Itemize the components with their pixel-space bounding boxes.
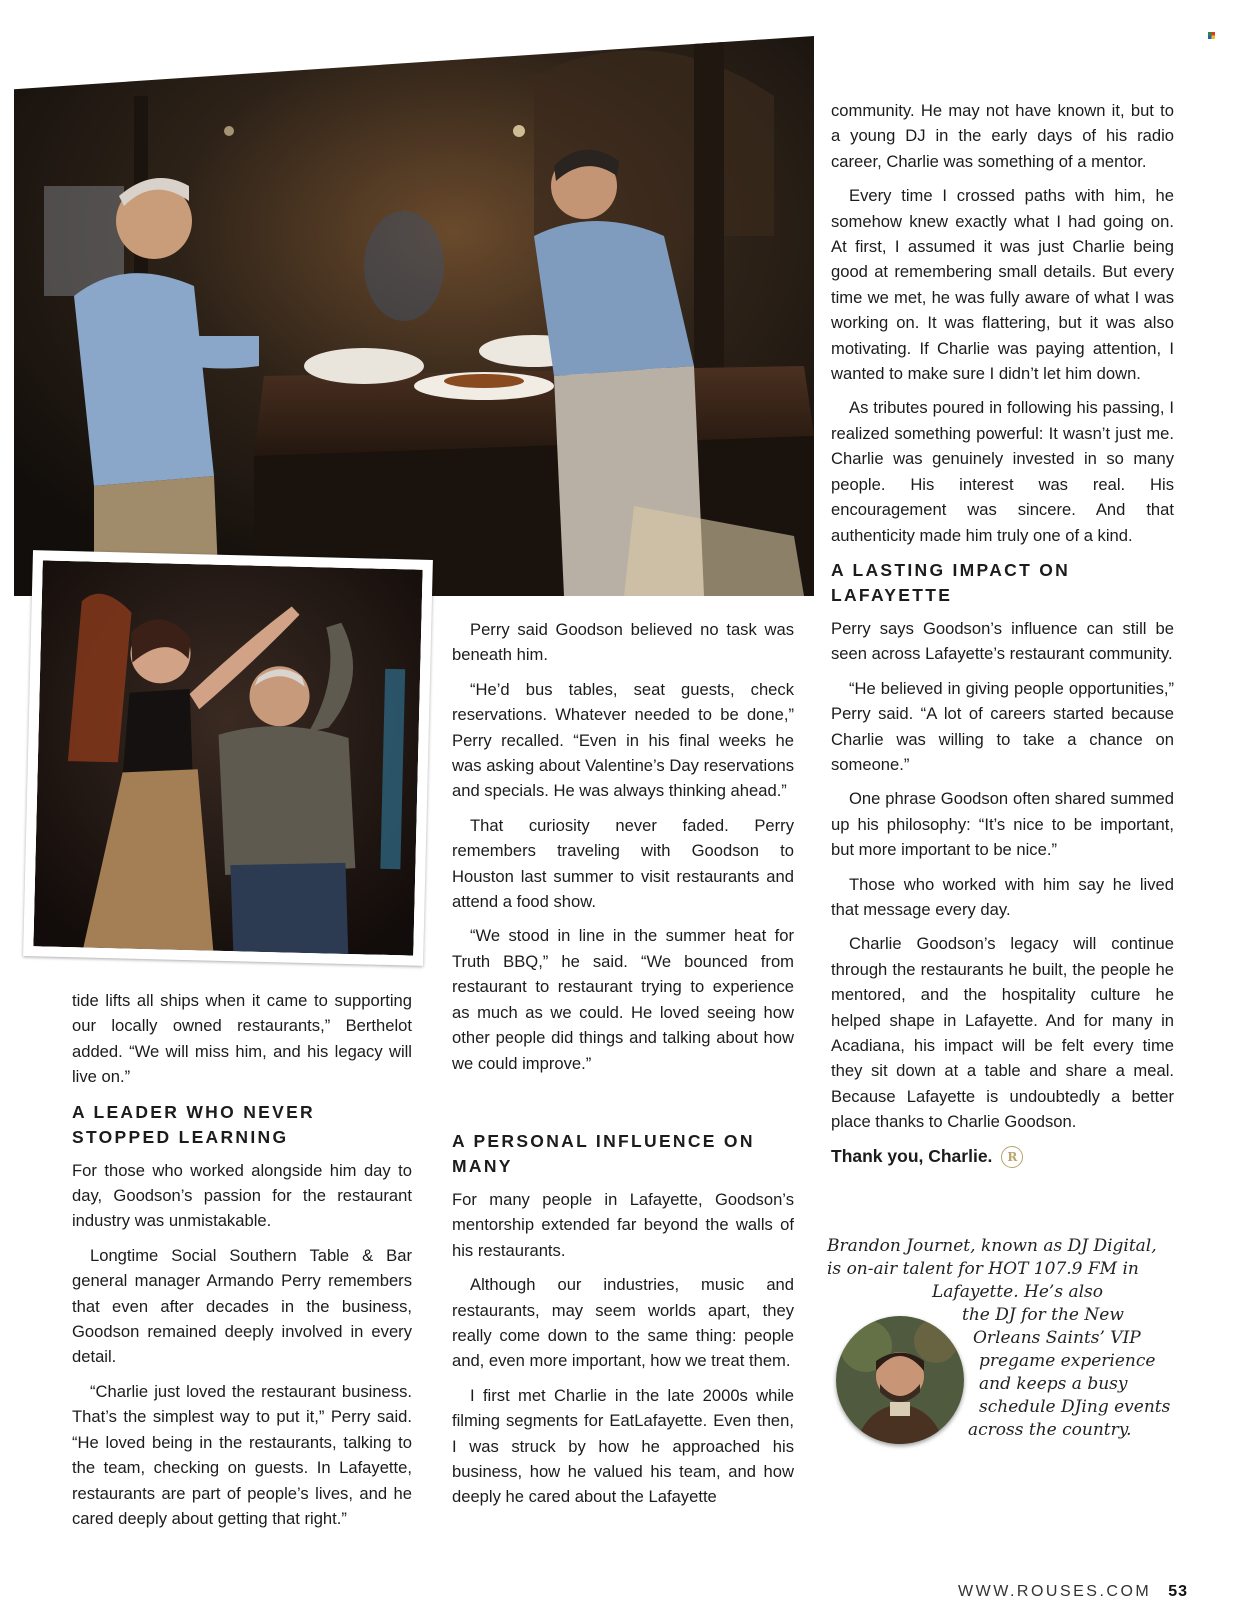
paragraph: One phrase Goodson often shared summed up his philosophy: “It’s nice to be important, but more important to be nice.” <box>831 789 1174 860</box>
section-heading: A PERSONAL INFLUENCE ON MANY <box>452 1130 755 1176</box>
bio-line: Orleans Saints’ VIP <box>973 1328 1141 1348</box>
bio-line: and keeps a busy <box>979 1374 1128 1394</box>
paragraph: Every time I crossed paths with him, he somehow knew exactly what I had going on. At first, I assumed it was just Charlie being good at remembering small details. But every time we met, he was fully aware of what I was working on. It was flattering, but it was also motivating. If Charlie was paying attention, I wanted to make sure I didn’t let him down. <box>831 186 1174 384</box>
paragraph: community. He may not have known it, but to a young DJ in the early days of his radio career, Charlie was something of a mentor. <box>831 101 1174 171</box>
bio-line: Brandon Journet, known as DJ Digital, <box>827 1236 1157 1256</box>
bio-line: is on-air talent for HOT 107.9 FM in <box>827 1259 1139 1279</box>
website-link[interactable]: WWW.ROUSES.COM <box>958 1583 1152 1600</box>
paragraph: Charlie Goodson’s legacy will continue through the restaurants he built, the people he mentored, and the hospitality culture he helped shape in Lafayette. And for many in Acadiana, his impact will be felt every time they sit down at a table and share a meal. Because Lafayette is undoubtedly a better place thanks to Charlie Goodson. <box>831 934 1174 1132</box>
print-registration-mark <box>1208 32 1215 39</box>
paragraph: I first met Charlie in the late 2000s while filming segments for EatLafayette. Even then, I was struck by how he approached his business, how he valued his team, and how deeply he cared about the Lafayette <box>452 1385 794 1507</box>
paragraph: Perry says Goodson’s influence can still be seen across Lafayette’s restaurant community. <box>831 618 1174 664</box>
paragraph: For those who worked alongside him day to day, Goodson’s passion for the restaurant industry was unmistakable. <box>72 1160 412 1231</box>
column-right <box>831 98 1174 1169</box>
paragraph: As tributes poured in following his passing, I realized something powerful: It wasn’t just me. Charlie was genuinely invested in so many people. His interest was real. His encouragement was sincere. And that authenticity made him truly one of a kind. <box>831 398 1174 545</box>
column-left <box>72 988 412 1540</box>
paragraph: Perry said Goodson believed no task was beneath him. <box>452 620 794 665</box>
section-heading: A LASTING IMPACT ON LAFAYETTE <box>831 559 1071 605</box>
column-middle <box>452 617 794 1519</box>
section-heading: A LEADER WHO NEVER STOPPED LEARNING <box>72 1101 315 1147</box>
paragraph: “We stood in line in the summer heat for Truth BBQ,” he said. “We bounced from restaurant to restaurant trying to experience as much as we could. He loved seeing how other people did things and talking about how we could improve.” <box>452 926 794 1073</box>
thanks-text: Thank you, Charlie. <box>831 1145 993 1166</box>
paragraph: Longtime Social Southern Table & Bar general manager Armando Perry remembers that even after decades in the business, Goodson remained deeply involved in every detail. <box>72 1245 412 1367</box>
paragraph: That curiosity never faded. Perry remembers traveling with Goodson to Houston last summer to visit restaurants and attend a food show. <box>452 815 794 912</box>
rouses-logo-icon: R <box>1001 1146 1023 1168</box>
paragraph: Although our industries, music and restaurants, may seem worlds apart, they really come down to the same thing: people and, even more important, how we treat them. <box>452 1275 794 1371</box>
author-avatar <box>836 1316 964 1444</box>
page-footer <box>958 1583 1188 1601</box>
bio-line: across the country. <box>968 1420 1132 1440</box>
bio-line: the DJ for the New <box>962 1305 1124 1325</box>
dance-photo <box>33 560 422 955</box>
bio-line: pregame experience <box>979 1351 1156 1371</box>
paragraph: For many people in Lafayette, Goodson’s mentorship extended far beyond the walls of his restaurants. <box>452 1189 794 1260</box>
closing-line <box>831 1144 1174 1169</box>
paragraph: “He’d bus tables, seat guests, check reservations. Whatever needed to be done,” Perry recalled. “Even in his final weeks he was asking about Valentine’s Day reservations and specials. He was always thinking ahead.” <box>452 679 794 801</box>
bio-line: Lafayette. He’s also <box>932 1282 1103 1302</box>
paragraph: tide lifts all ships when it came to supporting our locally owned restaurants,” Berthelot added. “We will miss him, and his legacy will live on.” <box>72 991 412 1087</box>
bio-line: schedule DJing events <box>979 1397 1171 1417</box>
page-number: 53 <box>1168 1583 1188 1600</box>
paragraph: “Charlie just loved the restaurant business. That’s the simplest way to put it,” Perry said. “He loved being in the restaurants, talking to the team, checking on guests. In Lafayette, restaurants are part of people’s lives, and he cared deeply about getting that right.” <box>72 1381 412 1528</box>
dance-photo-frame <box>23 550 433 966</box>
paragraph: “He believed in giving people opportunities,” Perry said. “A lot of careers started because Charlie was willing to take a chance on someone.” <box>831 678 1174 774</box>
restaurant-photo <box>14 36 814 596</box>
paragraph: Those who worked with him say he lived that message every day. <box>831 874 1174 919</box>
